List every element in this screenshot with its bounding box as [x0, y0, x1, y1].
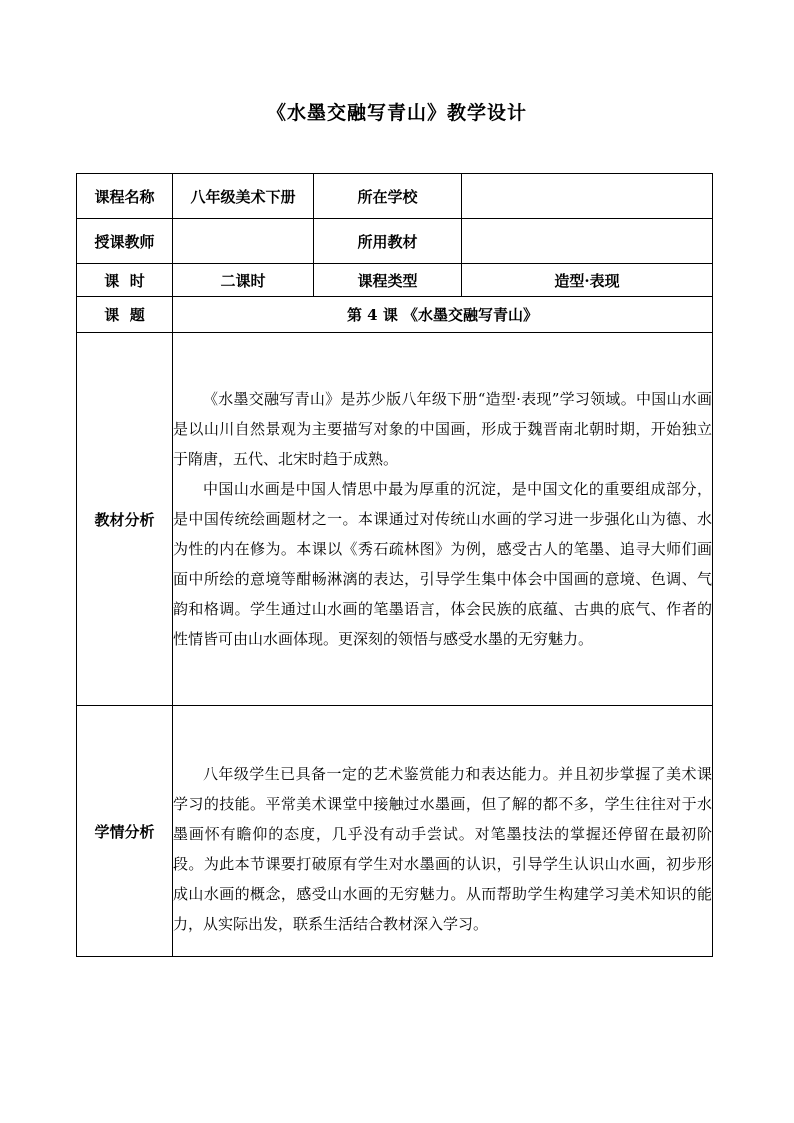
student-analysis-paragraph: 八年级学生已具备一定的艺术鉴赏能力和表达能力。并且初步掌握了美术课学习的技能。平常美术课堂中接触过水墨画，但了解的都不多，学生往往对于水墨画怀有瞻仰的态度，几乎没有动手尝试。对笔墨技法的掌握还停留在最初阶段。为此本节课要打破原有学生对水墨画的认识，引导学生认识山水画，初步形成山水画的概念，感受山水画的无穷魅力。从而帮助学生构建学习美术知识的能力，从实际出发，联系生活结合教材深入学习。 [173, 765, 712, 933]
student-analysis-content [173, 706, 713, 957]
course-type-value: 造型·表现 [462, 264, 713, 297]
material-analysis-content [173, 333, 713, 706]
period-value: 二课时 [173, 264, 314, 297]
material-analysis-label: 教材分析 [77, 333, 173, 706]
teacher-value [173, 219, 314, 264]
student-analysis-label: 学情分析 [77, 706, 173, 957]
row-course-name [77, 174, 713, 219]
topic-label: 课 题 [77, 297, 173, 333]
row-student-analysis [77, 706, 713, 957]
lesson-plan-table [76, 173, 713, 957]
period-label: 课 时 [77, 264, 173, 297]
teacher-label: 授课教师 [77, 219, 173, 264]
course-name-label: 课程名称 [77, 174, 173, 219]
course-name-value: 八年级美术下册 [173, 174, 314, 219]
topic-value: 第 4 课 《水墨交融写青山》 [173, 297, 713, 333]
row-material-analysis [77, 333, 713, 706]
school-label: 所在学校 [314, 174, 462, 219]
material-analysis-paragraph: 《水墨交融写青山》是苏少版八年级下册“造型·表现”学习领域。中国山水画是以山川自然景观为主要描写对象的中国画，形成于魏晋南北朝时期，开始独立于隋唐，五代、北宋时趋于成熟。 [173, 390, 712, 468]
course-type-label: 课程类型 [314, 264, 462, 297]
row-topic [77, 297, 713, 333]
row-period [77, 264, 713, 297]
page-title: 《水墨交融写青山》教学设计 [266, 102, 527, 124]
textbook-value [462, 219, 713, 264]
textbook-label: 所用教材 [314, 219, 462, 264]
material-analysis-paragraph: 中国山水画是中国人情思中最为厚重的沉淀，是中国文化的重要组成部分，是中国传统绘画题材之一。本课通过对传统山水画的学习进一步强化山为德、水为性的内在修为。本课以《秀石疏林图》为例，感受古人的笔墨、追寻大师们画面中所绘的意境等酣畅淋漓的表达，引导学生集中体会中国画的意境、色调、气韵和格调。学生通过山水画的笔墨语言，体会民族的底蕴、古典的底气、作者的性情皆可由山水画体现。更深刻的领悟与感受水墨的无穷魅力。 [173, 480, 712, 648]
school-value [462, 174, 713, 219]
row-teacher [77, 219, 713, 264]
